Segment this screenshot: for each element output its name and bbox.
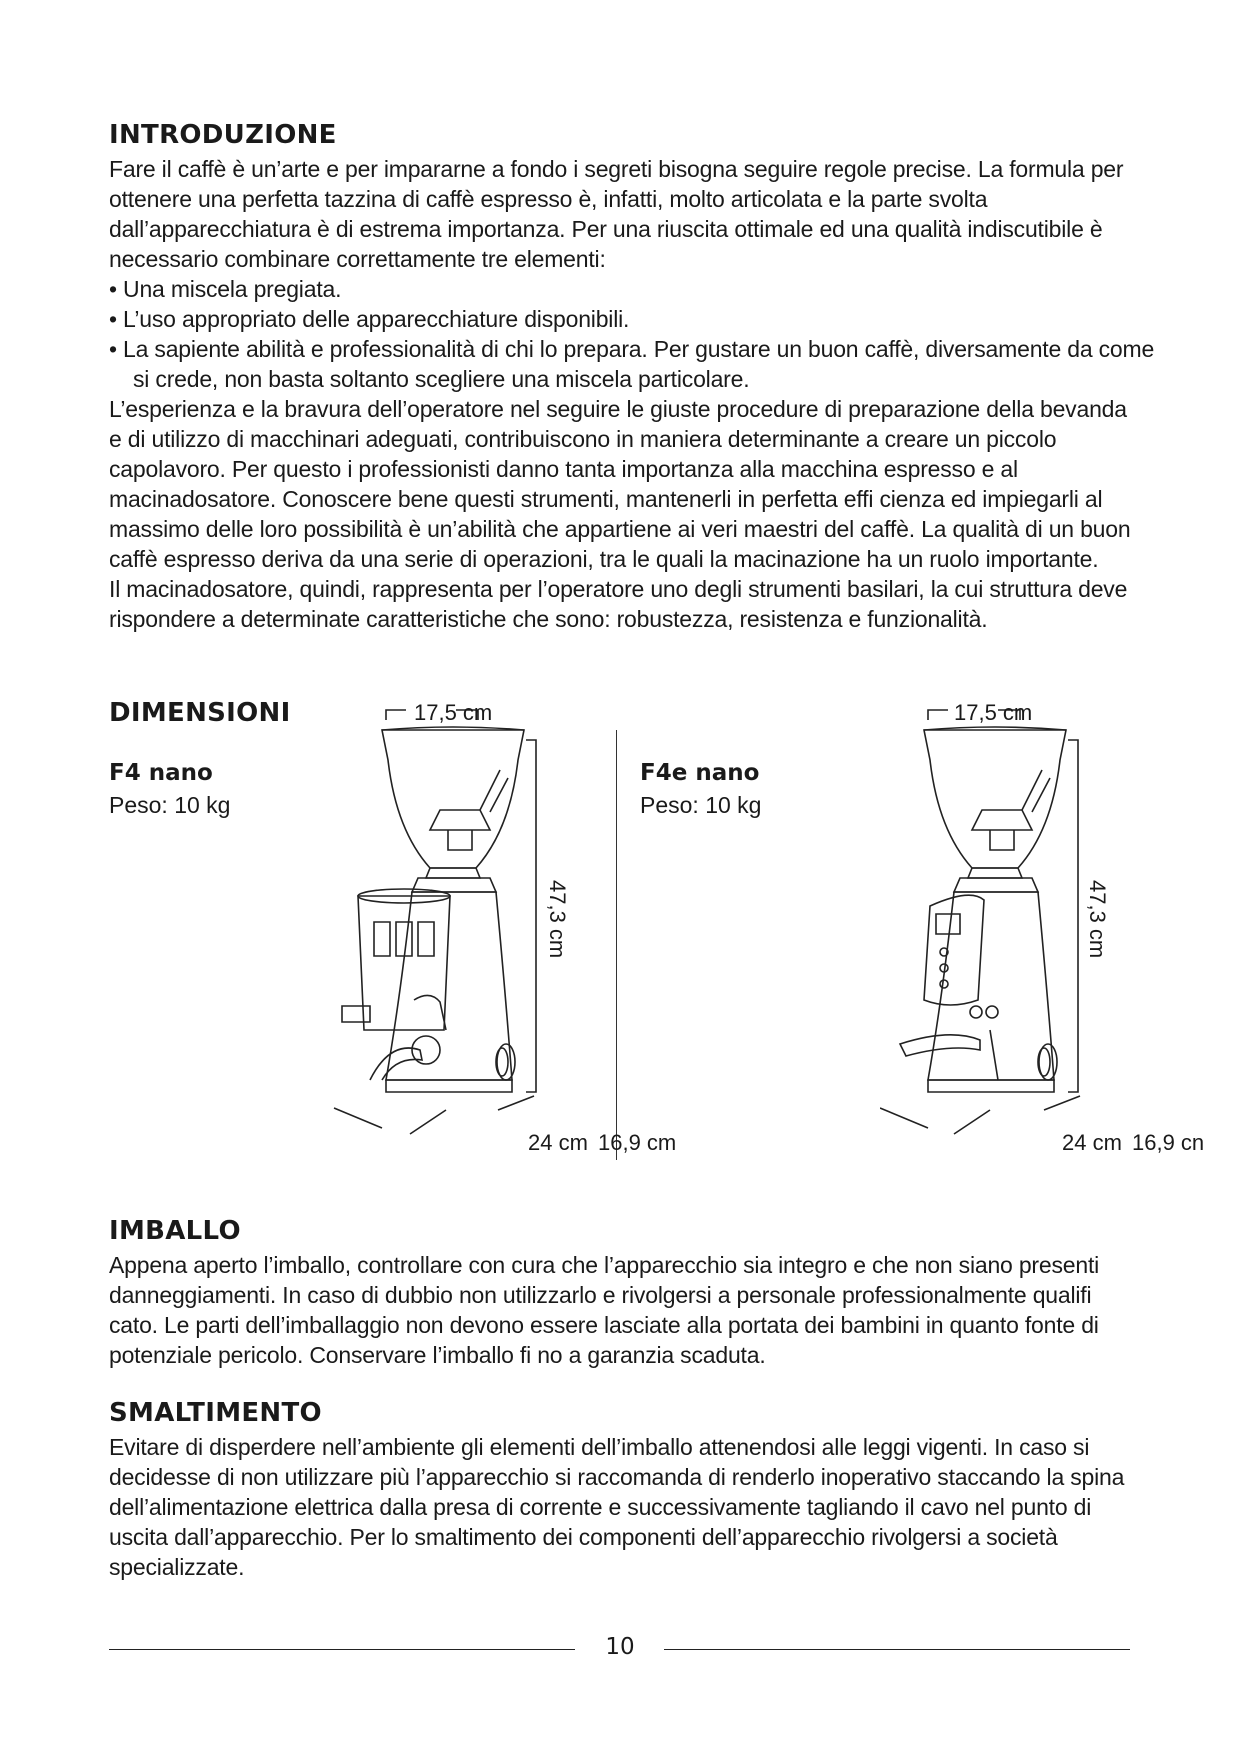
models-divider <box>616 730 617 1160</box>
intro-bullet-1: • Una miscela pregiata. <box>109 276 342 302</box>
intro-paragraph-2: L’esperienza e la bravura dell’operatore nel seguire le giuste procedure di preparazione della bevanda e di utilizzo di macchinari adeguati, contribuiscono in maniera determinante a creare un piccolo capolavoro. Per questo i professionisti danno tanta importanza alla macchina espresso e al macinadosatore. Conoscere bene questi strumenti, mantenerli in perfetta effi cienza ed impiegarli al massimo delle loro possibilità è un’abilità che appartiene ai veri maestri del caffè. La qualità di un buon caffè espresso deriva da una serie di operazioni, tra le quali la macinazione ha un ruolo importante. <box>109 396 1131 572</box>
f4e-height-label: 47,3 cm <box>1085 880 1110 959</box>
dimensions-heading: DIMENSIONI <box>109 698 291 728</box>
footer-rule-right <box>664 1649 1130 1650</box>
model-name-f4: F4 nano <box>109 760 213 786</box>
intro-paragraph-1: Fare il caffè è un’arte e per impararne a fondo i segreti bisogna seguire regole precise. La formula per ottenere una perfetta tazzina di caffè espresso è, infatti, molto articolata e la parte svolta dall’apparecchiatura è di estrema importanza. Per una riuscita ottimale ed una qualità indiscutibile è necessario combinare correttamente tre elementi: <box>109 156 1124 272</box>
model-weight-f4e: Peso: 10 kg <box>640 792 762 818</box>
intro-bullet-2: • L’uso appropriato delle apparecchiature disponibili. <box>109 306 630 332</box>
f4e-width-top-label: 17,5 cm <box>954 700 1033 725</box>
model-name-f4e: F4e nano <box>640 760 760 786</box>
intro-bullet-3: • La sapiente abilità e professionalità di chi lo prepara. Per gustare un buon caffè, diversamente da come si crede, non basta soltanto scegliere una miscela particolare. <box>109 336 1155 392</box>
disposal-paragraph: Evitare di disperdere nell’ambiente gli elementi dell’imballo attenendosi alle leggi vigenti. In caso si decidesse di non utilizzare più l’apparecchio si raccomanda di renderlo inoperativo staccando la spina dell’alimentazione elettrica dalla presa di corrente e successivamente tagliando il cavo nel punto di uscita dall’apparecchio. Per lo smaltimento dei componenti dell’apparecchio rivolgersi a società specializzate. <box>109 1434 1125 1580</box>
page-number: 10 <box>605 1634 635 1660</box>
disposal-heading: SMALTIMENTO <box>109 1398 322 1428</box>
packing-heading: IMBALLO <box>109 1216 241 1246</box>
f4-width-top-label: 17,5 cm <box>414 700 493 725</box>
footer-rule-left <box>109 1649 575 1650</box>
f4e-width-base-label: 16,9 cn <box>1132 1130 1205 1155</box>
f4-width-base-label: 16,9 cm <box>598 1130 677 1155</box>
packing-paragraph: Appena aperto l’imballo, controllare con cura che l’apparecchio sia integro e che non siano presenti danneggiamenti. In caso di dubbio non utilizzarlo e rivolgersi a personale professionalmente qualifi cato. Le parti dell’imballaggio non devono essere lasciate alla portata dei bambini in quanto fonte di potenziale pericolo. Conservare l’imballo fi no a garanzia scaduta. <box>109 1252 1100 1368</box>
model-weight-f4: Peso: 10 kg <box>109 792 231 818</box>
f4-depth-label: 24 cm <box>528 1130 588 1155</box>
grinder-f4-illustration <box>330 700 560 1150</box>
intro-paragraph-3: Il macinadosatore, quindi, rappresenta per l’operatore uno degli strumenti basilari, la cui struttura deve rispondere a determinate caratteristiche che sono: robustezza, resistenza e funzionalità. <box>109 576 1128 632</box>
f4-height-label: 47,3 cm <box>545 880 570 959</box>
f4e-depth-label: 24 cm <box>1062 1130 1122 1155</box>
intro-heading: INTRODUZIONE <box>109 120 337 150</box>
grinder-f4e-illustration <box>880 700 1110 1150</box>
